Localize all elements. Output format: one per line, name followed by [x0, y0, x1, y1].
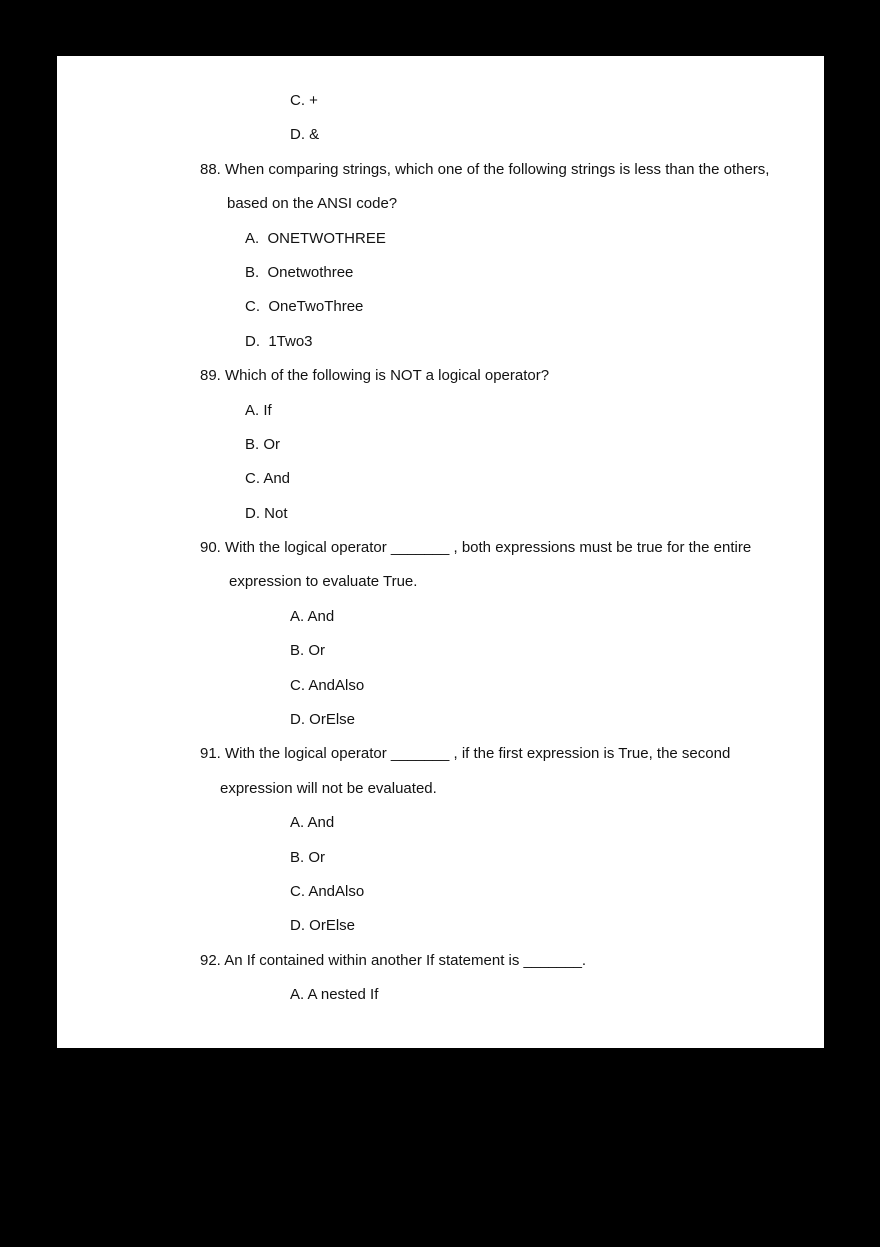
question-90-option-a: A. And	[290, 607, 335, 625]
question-91-line-1: 91. With the logical operator _______ , if the first expression is True, the second	[200, 745, 731, 763]
question-89-option-d: D. Not	[245, 504, 288, 522]
question-88-line-2: based on the ANSI code?	[227, 195, 398, 213]
question-89-line-1: 89. Which of the following is NOT a logical operator?	[200, 367, 550, 385]
question-92-option-a: A. A nested If	[290, 986, 379, 1004]
question-91-option-c: C. AndAlso	[290, 882, 365, 900]
question-92-line-1: 92. An If contained within another If statement is _______.	[200, 951, 587, 969]
question-91-line-2: expression will not be evaluated.	[220, 779, 437, 797]
question-90-line-1: 90. With the logical operator _______ , both expressions must be true for the entire	[200, 539, 752, 557]
question-91-option-d: D. OrElse	[290, 917, 356, 935]
question-91-option-b: B. Or	[290, 848, 326, 866]
question-90-option-b: B. Or	[290, 642, 326, 660]
question-90-option-c: C. AndAlso	[290, 676, 365, 694]
question-88-option-a: A. ONETWOTHREE	[245, 229, 386, 247]
question-90-option-d: D. OrElse	[290, 711, 356, 729]
question-88-option-b: B. Onetwothree	[245, 263, 354, 281]
question-91-option-a: A. And	[290, 814, 335, 832]
question-88-line-1: 88. When comparing strings, which one of the following strings is less than the others,	[200, 160, 770, 178]
continued-option-c: C. +	[290, 92, 318, 109]
question-88-option-c: C. OneTwoThree	[245, 298, 364, 316]
question-89-option-b: B. Or	[245, 435, 281, 453]
continued-option-d: D. &	[290, 126, 320, 144]
question-88-option-d: D. 1Two3	[245, 332, 313, 350]
question-89-option-c: C. And	[245, 470, 291, 488]
question-90-line-2: expression to evaluate True.	[229, 573, 418, 591]
document-page	[57, 56, 824, 1048]
question-89-option-a: A. If	[245, 401, 272, 419]
